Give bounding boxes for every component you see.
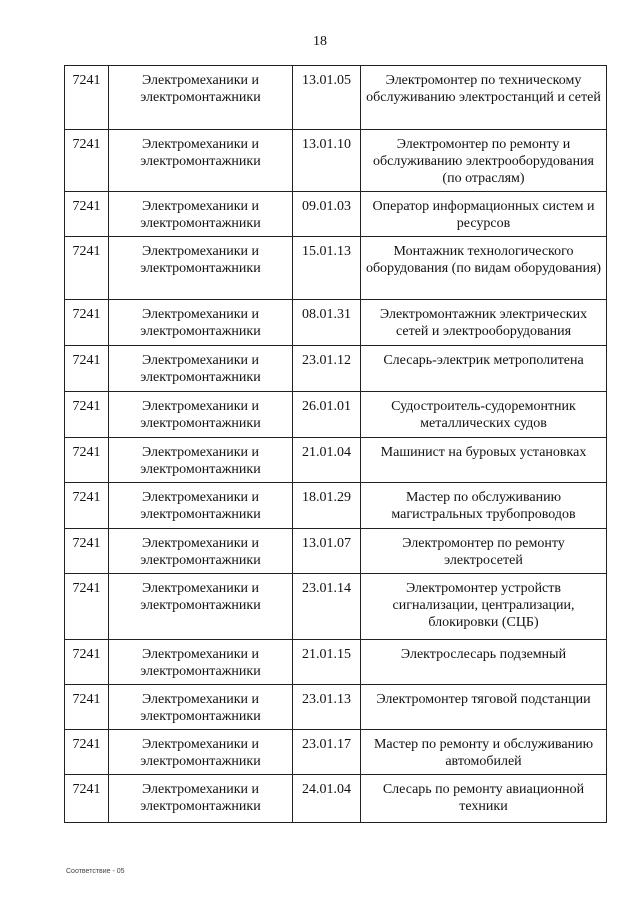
table-row — [65, 130, 607, 192]
specialty-code-cell: 23.01.12 — [293, 346, 361, 392]
table-row — [65, 730, 607, 775]
oks-code-cell: 7241 — [65, 574, 109, 640]
occupation-group-cell: Электромеханики и электромонтажники — [109, 237, 293, 300]
oks-code-cell: 7241 — [65, 66, 109, 130]
occupation-group-cell: Электромеханики и электромонтажники — [109, 730, 293, 775]
profession-name-cell: Электромонтер устройств сигнализации, централизации, блокировки (СЦБ) — [361, 574, 607, 640]
oks-code-cell: 7241 — [65, 392, 109, 438]
occupation-group-cell: Электромеханики и электромонтажники — [109, 66, 293, 130]
specialty-code-cell: 21.01.15 — [293, 640, 361, 685]
table-row — [65, 192, 607, 237]
occupation-group-cell: Электромеханики и электромонтажники — [109, 483, 293, 529]
occupation-group-cell: Электромеханики и электромонтажники — [109, 529, 293, 574]
specialty-code-cell: 13.01.10 — [293, 130, 361, 192]
specialty-code-cell: 23.01.13 — [293, 685, 361, 730]
oks-code-cell: 7241 — [65, 237, 109, 300]
oks-code-cell: 7241 — [65, 130, 109, 192]
page-number: 18 — [313, 34, 327, 49]
profession-name-cell: Электромонтер тяговой подстанции — [361, 685, 607, 730]
profession-name-cell: Судостроитель-судоремонтник металлических судов — [361, 392, 607, 438]
specialty-code-cell: 21.01.04 — [293, 438, 361, 483]
table-row — [65, 775, 607, 823]
occupation-group-cell: Электромеханики и электромонтажники — [109, 574, 293, 640]
occupation-group-cell: Электромеханики и электромонтажники — [109, 685, 293, 730]
table-row — [65, 685, 607, 730]
occupation-group-cell: Электромеханики и электромонтажники — [109, 300, 293, 346]
specialty-code-cell: 18.01.29 — [293, 483, 361, 529]
profession-name-cell: Мастер по обслуживанию магистральных трубопроводов — [361, 483, 607, 529]
profession-name-cell: Оператор информационных систем и ресурсов — [361, 192, 607, 237]
occupation-group-cell: Электромеханики и электромонтажники — [109, 775, 293, 823]
oks-code-cell: 7241 — [65, 529, 109, 574]
occupations-table-body — [65, 66, 607, 823]
profession-name-cell: Электромонтер по ремонту и обслуживанию электрооборудования (по отраслям) — [361, 130, 607, 192]
profession-name-cell: Машинист на буровых установках — [361, 438, 607, 483]
oks-code-cell: 7241 — [65, 483, 109, 529]
specialty-code-cell: 09.01.03 — [293, 192, 361, 237]
table-row — [65, 529, 607, 574]
specialty-code-cell: 23.01.17 — [293, 730, 361, 775]
profession-name-cell: Электромонтажник электрических сетей и электрооборудования — [361, 300, 607, 346]
oks-code-cell: 7241 — [65, 685, 109, 730]
occupation-group-cell: Электромеханики и электромонтажники — [109, 130, 293, 192]
specialty-code-cell: 23.01.14 — [293, 574, 361, 640]
table-row — [65, 66, 607, 130]
occupations-table — [64, 65, 607, 823]
footer-note: Соответствие - 05 — [66, 868, 125, 875]
specialty-code-cell: 08.01.31 — [293, 300, 361, 346]
oks-code-cell: 7241 — [65, 346, 109, 392]
table-row — [65, 574, 607, 640]
table-row — [65, 237, 607, 300]
specialty-code-cell: 13.01.05 — [293, 66, 361, 130]
specialty-code-cell: 24.01.04 — [293, 775, 361, 823]
oks-code-cell: 7241 — [65, 640, 109, 685]
oks-code-cell: 7241 — [65, 192, 109, 237]
table-row — [65, 438, 607, 483]
occupation-group-cell: Электромеханики и электромонтажники — [109, 640, 293, 685]
occupation-group-cell: Электромеханики и электромонтажники — [109, 438, 293, 483]
oks-code-cell: 7241 — [65, 438, 109, 483]
table-row — [65, 300, 607, 346]
specialty-code-cell: 15.01.13 — [293, 237, 361, 300]
table-row — [65, 392, 607, 438]
oks-code-cell: 7241 — [65, 730, 109, 775]
profession-name-cell: Слесарь-электрик метрополитена — [361, 346, 607, 392]
occupation-group-cell: Электромеханики и электромонтажники — [109, 192, 293, 237]
specialty-code-cell: 26.01.01 — [293, 392, 361, 438]
specialty-code-cell: 13.01.07 — [293, 529, 361, 574]
profession-name-cell: Электромонтер по ремонту электросетей — [361, 529, 607, 574]
oks-code-cell: 7241 — [65, 775, 109, 823]
profession-name-cell: Монтажник технологического оборудования (по видам оборудования) — [361, 237, 607, 300]
table-row — [65, 640, 607, 685]
occupation-group-cell: Электромеханики и электромонтажники — [109, 392, 293, 438]
profession-name-cell: Мастер по ремонту и обслуживанию автомобилей — [361, 730, 607, 775]
table-row — [65, 483, 607, 529]
profession-name-cell: Электромонтер по техническому обслуживанию электростанций и сетей — [361, 66, 607, 130]
table-row — [65, 346, 607, 392]
profession-name-cell: Слесарь по ремонту авиационной техники — [361, 775, 607, 823]
occupation-group-cell: Электромеханики и электромонтажники — [109, 346, 293, 392]
oks-code-cell: 7241 — [65, 300, 109, 346]
profession-name-cell: Электрослесарь подземный — [361, 640, 607, 685]
